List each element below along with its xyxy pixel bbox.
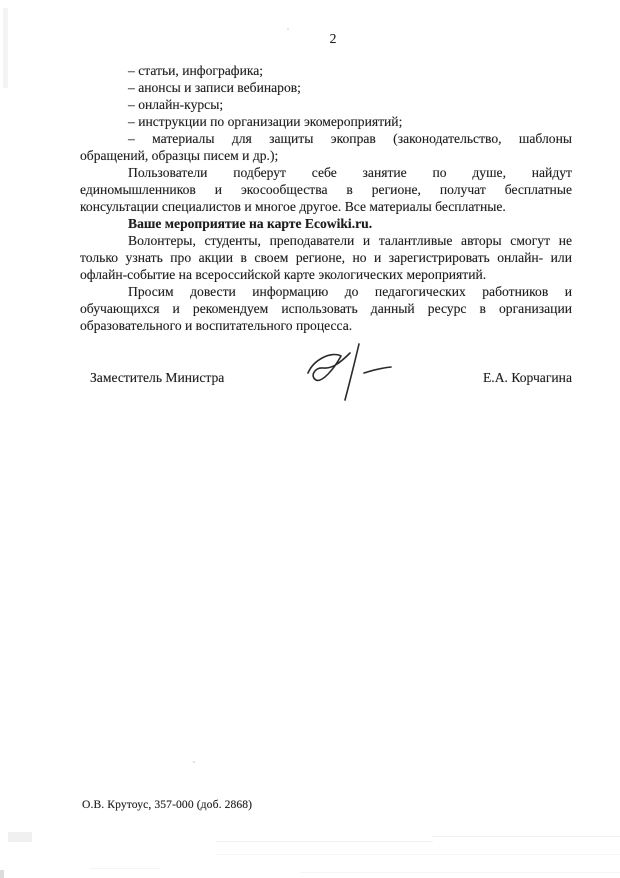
list-item-continuation: обращений, образцы писем и др.); (80, 148, 279, 163)
scan-artifact (432, 836, 620, 837)
paragraph-line: образовательного и воспитательного процесса. (80, 318, 353, 333)
paragraph-line: только узнать про акции в своем регионе, но и зарегистрировать онлайн- или (80, 250, 572, 265)
page-number: 2 (329, 31, 337, 46)
list-item: – материалы для защиты экоправ (законодательство, шаблоны (128, 131, 572, 146)
paragraph-line: консультации специалистов и многое другое. Все материалы бесплатные. (80, 199, 506, 214)
scan-artifact (216, 854, 620, 855)
bold-heading: Ваше мероприятие на карте Ecowiki.ru. (128, 216, 373, 231)
scan-artifact (8, 832, 32, 842)
scan-artifact (300, 872, 620, 873)
scan-artifact (0, 870, 4, 878)
list-item: – анонсы и записи вебинаров; (128, 80, 301, 95)
signature-block (80, 369, 572, 386)
handwritten-signature-icon (292, 341, 402, 411)
scan-artifact (3, 8, 8, 88)
paragraph-line: обучающихся и рекомендуем использовать данный ресурс в организации (80, 301, 572, 316)
scan-artifact (216, 841, 433, 842)
scan-artifact (193, 761, 195, 763)
paragraph-line: офлайн-событие на всероссийской карте экологических мероприятий. (80, 267, 487, 282)
list-item: – статьи, инфографика; (128, 63, 264, 78)
executor-contact: О.В. Крутоус, 357-000 (доб. 2868) (82, 798, 253, 811)
paragraph-line: единомышленников и экосообщества в регионе, получат бесплатные (80, 182, 572, 197)
document-body (80, 62, 572, 334)
paragraph-line: Волонтеры, студенты, преподаватели и талантливые авторы смогут не (128, 233, 572, 248)
list-item: – инструкции по организации экомероприятий; (128, 114, 403, 129)
paragraph-line: Просим довести информацию до педагогических работников и (128, 284, 572, 299)
signatory-name: Е.А. Корчагина (483, 370, 572, 385)
paragraph-line: Пользователи подберут себе занятие по душе, найдут (128, 165, 572, 180)
signatory-position: Заместитель Министра (90, 370, 225, 385)
scan-artifact (90, 868, 160, 869)
list-item: – онлайн-курсы; (128, 97, 224, 112)
